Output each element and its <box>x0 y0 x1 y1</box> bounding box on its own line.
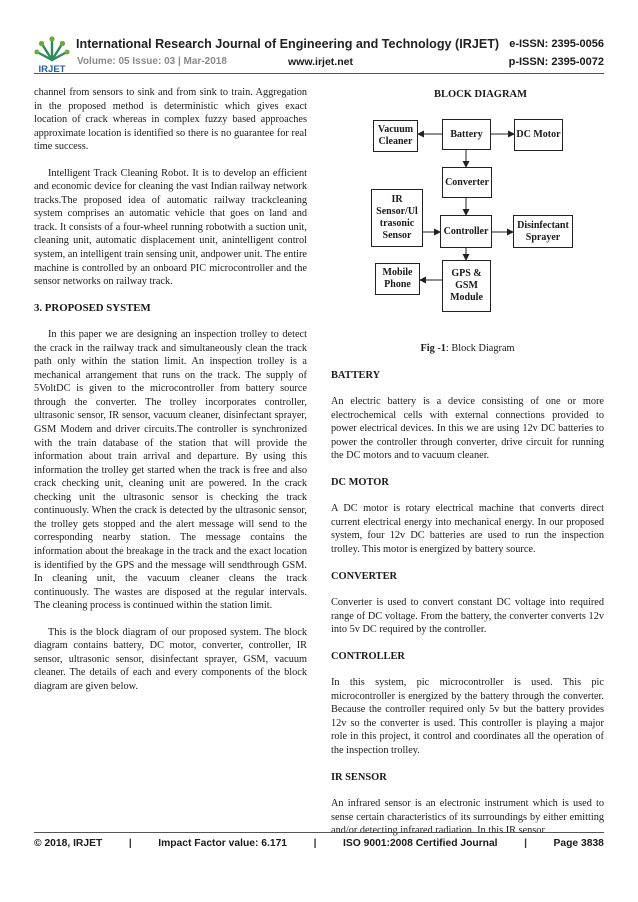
left-column <box>34 86 307 693</box>
block-gps-gsm-module: GPS & GSM Module <box>442 260 491 312</box>
block-mobile-phone: Mobile Phone <box>375 263 420 295</box>
diagram-title: BLOCK DIAGRAM <box>434 89 528 100</box>
footer-separator: | <box>313 838 317 849</box>
paragraph-cleaning-robot: Intelligent Track Cleaning Robot. It is to develop an efficient and economic device for cleaning the vast Indian railway network tracks.The proposed idea of automatic railway trackcleaning system comprises an automatic vehicle that goes on land and track. It consists of a four-wheel running robotwith a suction unit, cleaning unit, automatic displacement unit, anintelligent control system, an intelligent train sensing unit, andpower unit. The entire machine is controlled by an onboard PIC microcontroller and the sensor networks on railway track. <box>34 167 307 288</box>
p-issn: p-ISSN: 2395-0072 <box>508 56 604 68</box>
journal-title: International Research Journal of Engineering and Technology (IRJET) <box>76 37 500 51</box>
right-column <box>331 86 604 838</box>
header-divider <box>34 73 604 74</box>
paragraph-proposed-system: In this paper we are designing an inspection trolley to detect the crack in the railway track and simultaneously clean the track path only within the station limit. An inspection trolley is a mechanical arrangement that runs on the track. The supply of 5VoltDC is given to the microcontroller from battery source through the converter. The trolley incorporates controller, ultrasonic sensor, IR sensor, vacuum cleaner, disinfectant sprayer, GSM Modem and driver circuits.The controller is synchronized with the train database of the station that will provide the information about train arrival and departure. By using this information the trolley get started when the track is free and also crack checking unit, cleaning unit are powered. In the crack checking unit the ultrasonic sensor is checking the track continuously. When the crack is detected by the ultrasonic sensor, the trolley gets stopped and the alert message will send to the corresponding nearby station. The message contains the information about the breakage in the track and the exact location is identified by the GPS and the message will sendthrough GSM. In cleaning unit, the vacuum cleaner cleans the track continuously. The wastes are disposed at the regular intervals. The cleaning process is continued within the station limit. <box>34 329 307 612</box>
figure-caption-text: : Block Diagram <box>445 343 515 354</box>
block-dc-motor: DC Motor <box>514 119 563 151</box>
block-battery: Battery <box>442 119 491 150</box>
block-vacuum-cleaner: Vacuum Cleaner <box>373 120 418 152</box>
heading-controller: CONTROLLER <box>331 650 405 662</box>
heading-converter: CONVERTER <box>331 570 398 582</box>
figure-caption <box>331 342 604 356</box>
block-disinfectant-sprayer: Disinfectant Sprayer <box>513 215 573 248</box>
block-controller: Controller <box>440 215 492 248</box>
section-heading-proposed-system: 3. PROPOSED SYSTEM <box>34 301 151 314</box>
block-ir-sensor: IR Sensor/Ul trasonic Sensor <box>371 189 423 247</box>
paragraph-ir-sensor: An infrared sensor is an electronic instrument which is used to sense certain characteristics of its surroundings by either emitting and/or detecting infrared radiation. In this IR sensor <box>331 798 604 837</box>
volume-issue: Volume: 05 Issue: 03 | Mar-2018 <box>77 56 227 67</box>
paragraph-controller: In this system, pic microcontroller is used. This pic microcontroller is energized by the battery through the converter. Because the controller required only 5v but the battery provides 12v so the converter is used. This controller is playing a major role in this project, it control and coordinates all the operation of the inspection trolley. <box>331 677 604 757</box>
e-issn: e-ISSN: 2395-0056 <box>509 38 604 50</box>
block-converter: Converter <box>442 167 492 198</box>
paragraph-converter: Converter is used to convert constant DC voltage into required range of DC voltage. From the battery, the converter converts 12v into 5v DC required by the controller. <box>331 597 604 636</box>
footer-iso: ISO 9001:2008 Certified Journal <box>343 838 498 849</box>
paragraph-dc-motor: A DC motor is rotary electrical machine that converts direct current electrical energy into mechanical energy. In our proposed system, four 12v DC batteries are used to run the inspection trolley. This motor is energized by battery source. <box>331 503 604 556</box>
footer-page-number: Page 3838 <box>553 838 604 849</box>
heading-dc-motor: DC MOTOR <box>331 476 389 488</box>
footer-divider <box>34 832 604 833</box>
footer-copyright: © 2018, IRJET <box>34 838 103 849</box>
paragraph-block-diagram-intro: This is the block diagram of our proposed system. The block diagram contains battery, DC motor, converter, controller, IR sensor, ultrasonic sensor, disinfectant sprayer, GSM, vacuum cleaner. The details of each and every components of the block diagram are given below. <box>34 626 307 692</box>
footer-separator: | <box>524 838 527 849</box>
footer-impact-factor: Impact Factor value: 6.171 <box>158 838 288 849</box>
svg-text:IRJET: IRJET <box>38 64 66 74</box>
figure-caption-label: Fig -1 <box>420 343 446 354</box>
block-diagram <box>331 88 604 338</box>
heading-battery: BATTERY <box>331 369 381 381</box>
website-link[interactable]: www.irjet.net <box>288 56 353 68</box>
paragraph-battery: An electric battery is a device consisting of one or more electrochemical cells with external connections provided to power electrical devices. In this we are using 12v DC batteries to power the controller through converter, drive circuit for running the DC motors and to vacuum cleaner. <box>331 396 604 462</box>
heading-ir-sensor: IR SENSOR <box>331 771 387 783</box>
footer-separator: | <box>128 838 132 849</box>
irjet-logo-icon <box>34 34 70 74</box>
paragraph-intro: channel from sensors to sink and from sink to train. Aggregation in the proposed method is deterministic which gives exact location of crack whereas in complex fuzzy based approaches approximate location is identified so there is no guarantee for real time success. <box>34 87 307 153</box>
irjet-logo <box>34 34 70 74</box>
footer <box>34 838 604 849</box>
